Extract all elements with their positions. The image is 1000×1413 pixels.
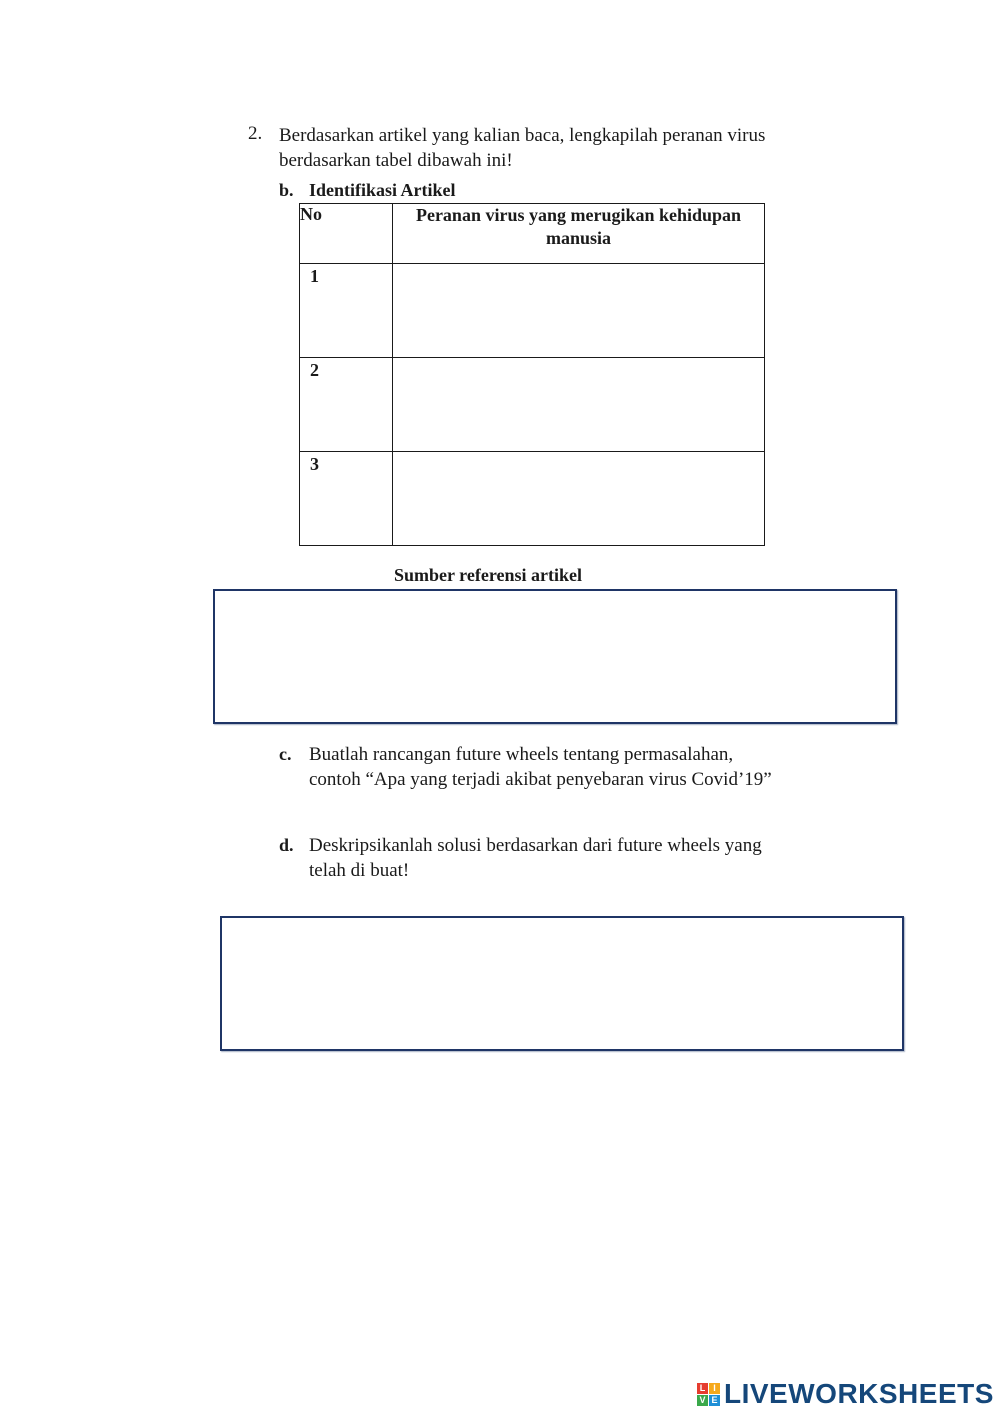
table-row	[300, 358, 765, 452]
table-row	[300, 452, 765, 546]
table-cell-answer[interactable]	[393, 358, 765, 452]
table-header-no: No	[300, 204, 393, 264]
section-b-letter: b.	[279, 180, 294, 200]
table-header-role: Peranan virus yang merugikan kehidupan manusia	[393, 204, 765, 264]
reference-answer-box[interactable]	[213, 589, 897, 724]
table-cell-no: 2	[300, 358, 393, 452]
section-c-letter: c.	[279, 744, 292, 764]
section-b-title: Identifikasi Artikel	[309, 180, 456, 200]
question-text: Berdasarkan artikel yang kalian baca, lengkapilah peranan virus berdasarkan tabel dibawah ini!	[279, 125, 766, 171]
solution-answer-box[interactable]	[220, 916, 904, 1051]
logo-text: LIVEWORKSHEETS	[724, 1378, 994, 1409]
identification-table	[299, 203, 765, 546]
table-cell-answer[interactable]	[393, 264, 765, 358]
table-cell-answer[interactable]	[393, 452, 765, 546]
logo-mark-letter: L	[697, 1383, 708, 1394]
section-d-letter: d.	[279, 835, 294, 855]
logo-mark-letter: I	[709, 1383, 720, 1394]
table-header-row	[300, 204, 765, 264]
logo-mark-letter: V	[697, 1395, 708, 1406]
section-c-text: Buatlah rancangan future wheels tentang permasalahan, contoh “Apa yang terjadi akibat penyebaran virus Covid’19”	[309, 744, 772, 790]
logo-mark-letter: E	[709, 1395, 720, 1406]
table-cell-no: 3	[300, 452, 393, 546]
reference-label: Sumber referensi artikel	[394, 565, 582, 585]
table-cell-no: 1	[300, 264, 393, 358]
logo-mark-icon	[697, 1383, 720, 1406]
table-row	[300, 264, 765, 358]
question-number: 2.	[248, 123, 263, 144]
liveworksheets-logo	[697, 1377, 994, 1411]
section-d-text: Deskripsikanlah solusi berdasarkan dari future wheels yang telah di buat!	[309, 835, 762, 881]
